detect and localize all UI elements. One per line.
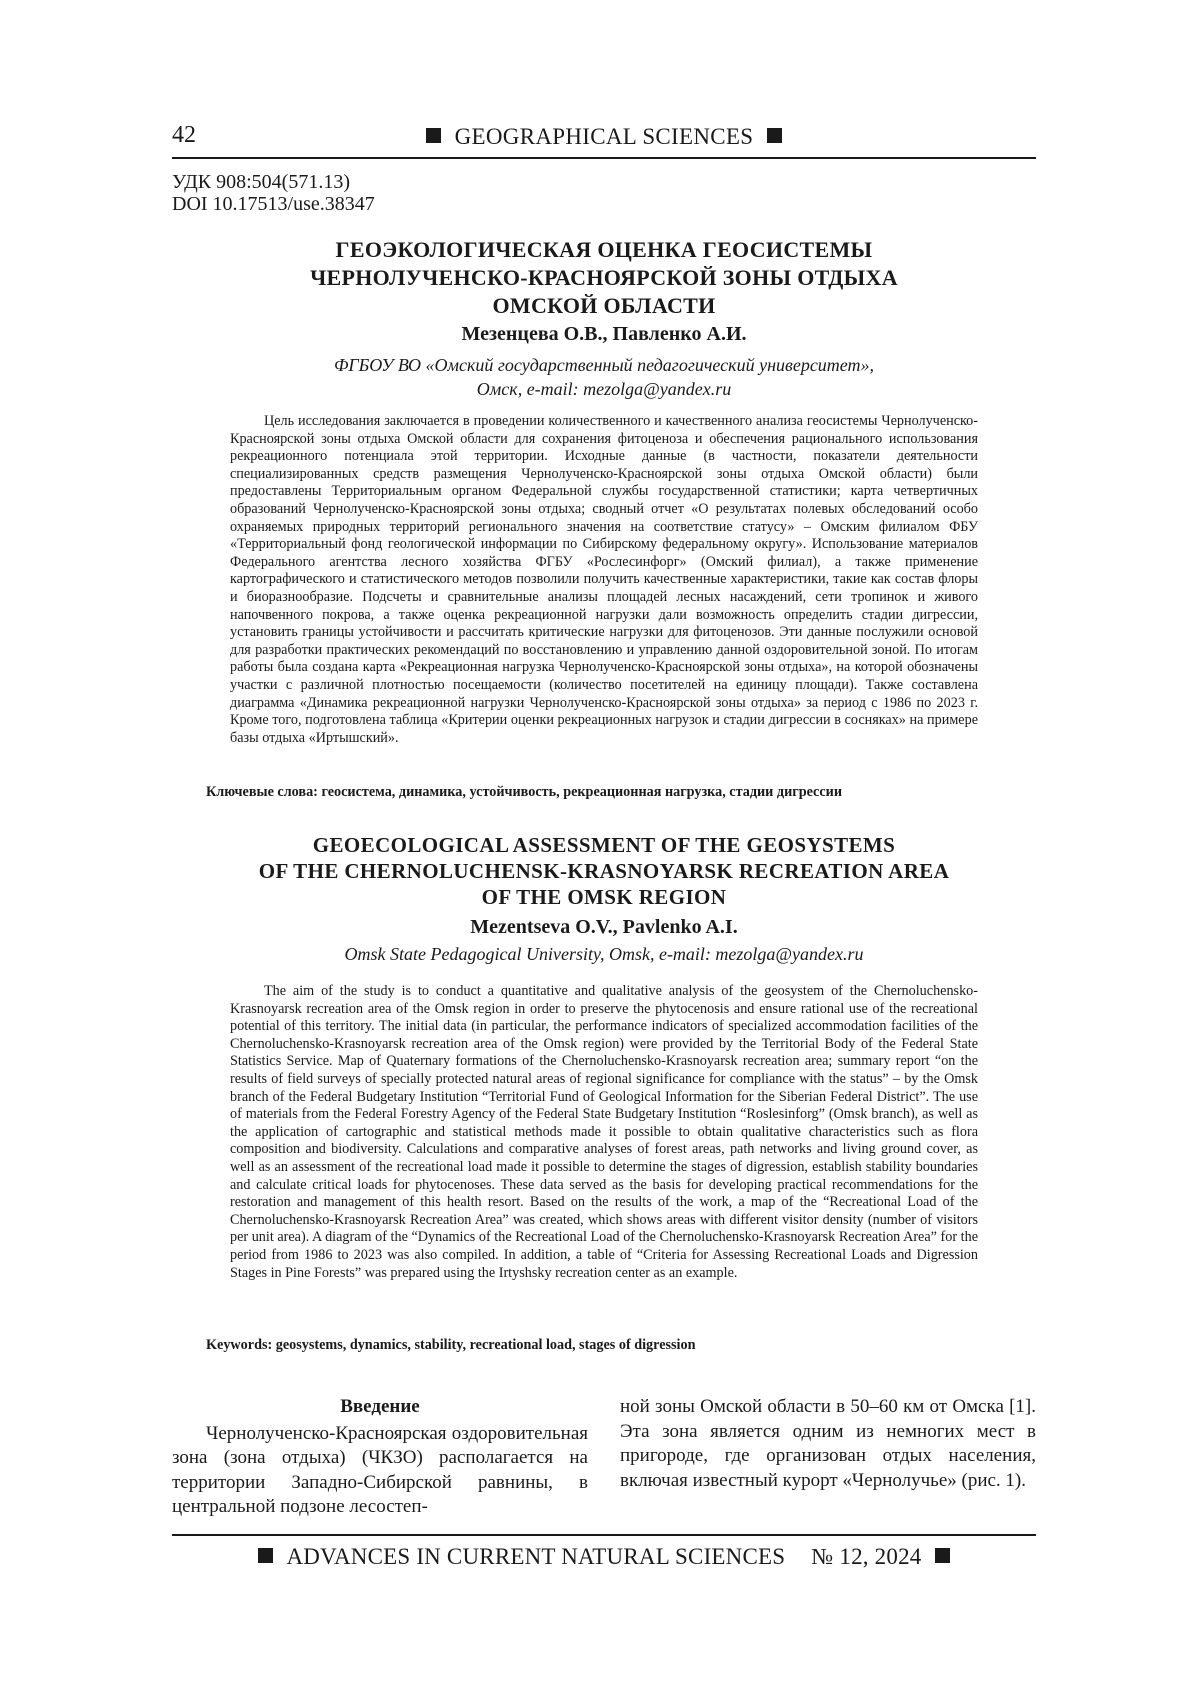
section-heading-introduction: Введение — [340, 1396, 420, 1417]
body-column-right — [620, 1395, 1036, 1493]
section-title-text: GEOGRAPHICAL SCIENCES — [454, 124, 754, 149]
body-paragraph: Чернолученско-Красноярская оздоровительная зона (зона отдыха) (ЧКЗО) располагается на территории Западно-Сибирской равнины, в центральной подзоне лесостеп- — [172, 1422, 588, 1517]
header-rule — [172, 157, 1036, 159]
title-ru — [172, 236, 1036, 320]
authors-en: Mezentseva O.V., Pavlenko A.I. — [470, 916, 738, 938]
page-number: 42 — [172, 122, 196, 148]
title-en-line: GEOECOLOGICAL ASSESSMENT OF THE GEOSYSTEMS — [312, 833, 896, 857]
body-paragraph: ной зоны Омской области в 50–60 км от Омска [1]. Эта зона является одним из немногих мест в пригороде, где организован отдых населения, включая известный курорт «Чернолучье» (рис. 1). — [620, 1396, 1036, 1491]
issue-number: № 12, 2024 — [811, 1544, 922, 1569]
title-ru-line: ГЕОЭКОЛОГИЧЕСКАЯ ОЦЕНКА ГЕОСИСТЕМЫ — [335, 237, 873, 262]
running-footer — [172, 1544, 1036, 1570]
body-column-left — [172, 1395, 588, 1520]
footer-rule — [172, 1534, 1036, 1536]
udk-code: УДК 908:504(571.13) — [172, 171, 350, 193]
section-title — [172, 124, 1036, 150]
square-bullet-icon — [935, 1548, 950, 1563]
running-header — [172, 122, 1036, 158]
authors-ru: Мезенцева О.В., Павленко А.И. — [461, 323, 747, 345]
article-meta — [172, 171, 375, 215]
title-en — [172, 832, 1036, 910]
square-bullet-icon — [767, 128, 782, 143]
doi: DOI 10.17513/use.38347 — [172, 193, 375, 215]
abstract-en: The aim of the study is to conduct a quantitative and qualitative analysis of the geosystem of the Chernoluchensko-Krasnoyarsk recreation area of the Omsk region in order to preserve the phytocenosis and ensure rational use of the recreational potential of this territory. The initial data (in particular, the performance indicators of specialized accommodation facilities of the Chernoluchensko-Krasnoyarsk recreation area of the Omsk region) were provided by the Territorial Body of the Federal State Statistics Service. Map of Quaternary formations of the Chernoluchensko-Krasnoyarsk recreation area; summary report “on the results of field surveys of specially protected natural areas of regional significance for compliance with the status” – by the Omsk branch of the Federal Budgetary Institution “Territorial Fund of Geological Information for the Siberian Federal District”. The use of materials from the Federal Forestry Agency of the Federal State Budgetary Institution “Roslesinforg” (Omsk branch), as well as the application of cartographic and statistical methods made it possible to obtain qualitative characteristics such as flora composition and biodiversity. Calculations and comparative analyses of forest areas, path networks and living ground cover, as well as an assessment of the recreational load made it possible to determine the stages of digression, establish stability boundaries and calculate critical loads for phytocenoses. These data served as the basis for developing practical recommendations for the restoration and management of this health resort. Based on the results of the work, a map of the “Recreational Load of the Chernoluchensko-Krasnoyarsk Recreation Area” was created, which shows areas with different visitor density (number of visitors per unit area). A diagram of the “Dynamics of the Recreational Load of the Chernoluchensko-Krasnoyarsk Recreation Area” for the period from 1986 to 2023 was also compiled. In addition, a table of “Criteria for Assessing Recreational Loads and Digression Stages in Pine Forests” was prepared using the Irtyshsky recreation center as an example. — [230, 983, 978, 1281]
title-ru-line: ОМСКОЙ ОБЛАСТИ — [492, 293, 716, 318]
abstract-ru: Цель исследования заключается в проведении количественного и качественного анализа геосистемы Чернолученско-Красноярской зоны отдыха Омской области для сохранения фитоценоза и обеспечения рационального использования рекреационного потенциала этой территории. Исходные данные (в частности, показатели деятельности специализированных средств размещения Чернолученско-Красноярской зоны отдыха Омской области) были предоставлены Территориальным органом Федеральной службы государственной статистики; карта четвертичных образований Чернолученско-Красноярской зоны отдыха; сводный отчет «О результатах полевых обследований особо охраняемых природных территорий регионального значения на соответствие статусу» – Омским филиалом ФБУ «Территориальный фонд геологической информации по Сибирскому федеральному округу». Использование материалов Федерального агентства лесного хозяйства ФГБУ «Рослесинфорг» (Омский филиал), а также применение картографического и статистического методов позволили получить качественные характеристики, такие как состав флоры и биоразнообразие. Подсчеты и сравнительные анализы площадей лесных насаждений, сети тропинок и живого напочвенного покрова, а также оценка рекреационной нагрузки дали возможность определить стадии дигрессии, установить границы устойчивости и рассчитать критические нагрузки для фитоценозов. Эти данные послужили основой для разработки практических рекомендаций по восстановлению и управлению данной оздоровительной зоной. По итогам работы была создана карта «Рекреационная нагрузка Чернолученско-Красноярской зоны отдыха», на которой обозначены участки с различной плотностью посещаемости (количество посетителей на единицу площади). Также составлена диаграмма «Динамика рекреационной нагрузки Чернолученско-Красноярской зоны отдыха» за период с 1986 по 2023 г. Кроме того, подготовлена таблица «Критерии оценки рекреационных нагрузок и стадии дигрессии в сосняках» на примере базы отдыха «Иртышский». — [230, 413, 978, 746]
affiliation-ru-line: Омск, e-mail: mezolga@yandex.ru — [476, 379, 732, 399]
affiliation-ru — [172, 353, 1036, 401]
journal-name: ADVANCES IN CURRENT NATURAL SCIENCES — [286, 1544, 786, 1569]
square-bullet-icon — [426, 128, 441, 143]
title-ru-line: ЧЕРНОЛУЧЕНСКО-КРАСНОЯРСКОЙ ЗОНЫ ОТДЫХА — [310, 265, 898, 290]
affiliation-en: Omsk State Pedagogical University, Omsk, e-mail: mezolga@yandex.ru — [344, 944, 864, 964]
keywords-ru: Ключевые слова: геосистема, динамика, устойчивость, рекреационная нагрузка, стадии дигрессии — [206, 784, 843, 800]
affiliation-ru-line: ФГБОУ ВО «Омский государственный педагогический университет», — [333, 355, 875, 375]
keywords-en: Keywords: geosystems, dynamics, stability, recreational load, stages of digression — [206, 1337, 696, 1353]
title-en-line: OF THE OMSK REGION — [481, 885, 727, 909]
square-bullet-icon — [258, 1548, 273, 1563]
title-en-line: OF THE CHERNOLUCHENSK-KRASNOYARSK RECREATION AREA — [258, 859, 950, 883]
